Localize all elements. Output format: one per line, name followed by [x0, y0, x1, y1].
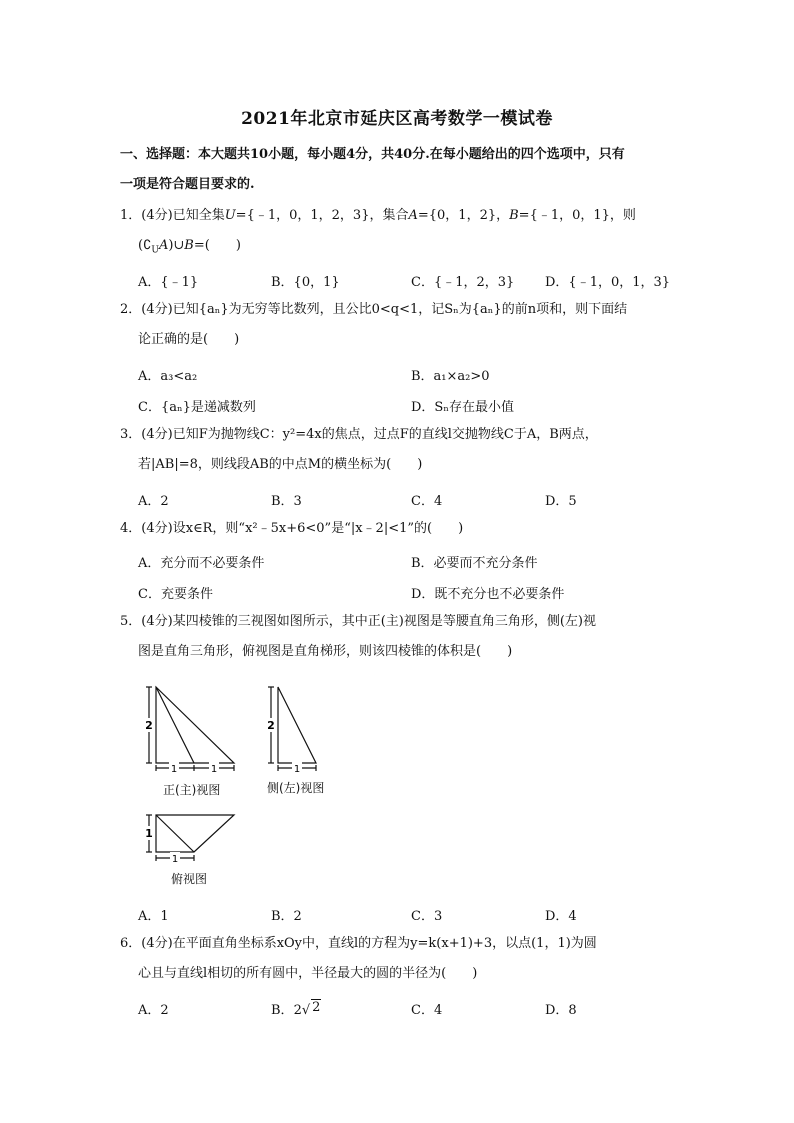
section-heading: [120, 140, 680, 200]
front-base-label-2: 1: [210, 764, 218, 775]
page-title: 2021年北京市延庆区高考数学一模试卷: [241, 109, 553, 129]
question-3-options: [138, 490, 698, 510]
top-view-trapezoid: [156, 815, 234, 852]
top-height-label: 1: [145, 827, 153, 840]
option-c[interactable]: C．充要条件: [138, 587, 213, 602]
section-line-2: 一项是符合题目要求的.: [120, 177, 255, 192]
side-view-figure: [262, 680, 332, 780]
option-b[interactable]: B．3: [271, 494, 302, 509]
question-1-line-2: $(∁_UA)\cup B=$( ): [138, 238, 241, 256]
option-a[interactable]: A．1: [138, 909, 169, 924]
front-view-inner-edge: [156, 687, 194, 763]
top-view-figure: [140, 810, 240, 865]
side-view-triangle: [278, 687, 316, 763]
front-base-label-1: 1: [170, 764, 178, 775]
question-1-options: [138, 271, 698, 291]
option-d[interactable]: D．5: [545, 494, 577, 509]
option-b[interactable]: B．必要而不充分条件: [411, 556, 538, 571]
option-a[interactable]: A．{﹣1}: [138, 275, 199, 290]
option-d[interactable]: D．既不充分也不必要条件: [411, 587, 565, 602]
front-height-label: 2: [145, 719, 153, 732]
top-base-label: 1: [171, 854, 179, 865]
front-view-figure: [140, 680, 250, 780]
option-b[interactable]: B．2√ 2: [271, 1000, 321, 1018]
side-height-label: 2: [267, 719, 275, 732]
side-view-caption: 侧(左)视图: [267, 781, 325, 795]
question-4: [120, 514, 680, 544]
question-5-line-2: 图是直角三角形，俯视图是直角梯形，则该四棱锥的体积是( ): [138, 644, 513, 659]
option-c[interactable]: C．{﹣1，2，3}: [411, 275, 515, 290]
question-1-line-1: 1．(4分)已知全集U={﹣1，0，1，2，3}，集合A={0，1，2}，B={﹣1，0，1}，则: [120, 208, 636, 223]
question-5: [120, 607, 680, 667]
option-a[interactable]: A．充分而不必要条件: [138, 556, 265, 571]
question-2: [120, 295, 680, 355]
option-b[interactable]: B．{0，1}: [271, 275, 340, 290]
question-4-options-row-2: [138, 583, 698, 603]
question-4-options-row-1: [138, 552, 698, 572]
option-d[interactable]: D．8: [545, 1003, 577, 1018]
option-c[interactable]: C．4: [411, 1003, 443, 1018]
section-line-1: 一、选择题：本大题共10小题，每小题4分，共40分.在每小题给出的四个选项中，只有: [120, 147, 625, 162]
question-6-line-2: 心且与直线l相切的所有圆中，半径最大的圆的半径为( ): [138, 966, 478, 981]
option-a[interactable]: A．a₃<a₂: [138, 369, 198, 384]
option-b[interactable]: B．2: [271, 909, 302, 924]
side-base-label: 1: [293, 764, 301, 775]
top-view-caption: 俯视图: [171, 872, 208, 886]
option-b-radicand: 2: [312, 1000, 321, 1015]
question-6: [120, 929, 680, 989]
question-4-line-1: 4．(4分)设x∈R，则“x²﹣5x+6<0”是“|x﹣2|<1”的( ): [120, 521, 464, 536]
question-6-line-1: 6．(4分)在平面直角坐标系xOy中，直线l的方程为y=k(x+1)+3，以点(1，1)为圆: [120, 936, 597, 951]
option-d[interactable]: D．Sₙ存在最小值: [411, 400, 514, 415]
option-c[interactable]: C．3: [411, 909, 443, 924]
question-5-options: [138, 905, 698, 925]
question-6-options: [138, 999, 698, 1019]
option-c[interactable]: C．{aₙ}是递减数列: [138, 400, 256, 415]
option-a[interactable]: A．2: [138, 1003, 169, 1018]
option-c[interactable]: C．4: [411, 494, 443, 509]
question-5-line-1: 5．(4分)某四棱锥的三视图如图所示，其中正(主)视图是等腰直角三角形，侧(左)视: [120, 614, 596, 629]
question-3-line-2: 若|AB|=8，则线段AB的中点M的横坐标为( ): [138, 457, 423, 472]
question-3-line-1: 3．(4分)已知F为抛物线C：y²=4x的焦点，过点F的直线l交抛物线C于A，B两点，: [120, 427, 598, 442]
front-view-caption: 正(主)视图: [163, 783, 221, 797]
question-2-line-2: 论正确的是( ): [138, 332, 240, 347]
question-3: [120, 420, 680, 480]
question-1: [120, 201, 680, 266]
top-view-diagonal: [156, 815, 194, 852]
sqrt-icon: √ 2: [301, 1000, 321, 1018]
option-d[interactable]: D．4: [545, 909, 577, 924]
option-a[interactable]: A．2: [138, 494, 169, 509]
option-d[interactable]: D．{﹣1，0，1，3}: [545, 275, 671, 290]
front-view-triangle: [156, 687, 234, 763]
option-b[interactable]: B．a₁×a₂>0: [411, 369, 490, 384]
question-2-options-row-1: [138, 365, 698, 385]
option-b-coefficient: 2: [293, 1003, 302, 1018]
question-2-line-1: 2．(4分)已知{aₙ}为无穷等比数列，且公比0<q<1，记Sₙ为{aₙ}的前n项和，则下面结: [120, 302, 628, 317]
question-2-options-row-2: [138, 396, 698, 416]
